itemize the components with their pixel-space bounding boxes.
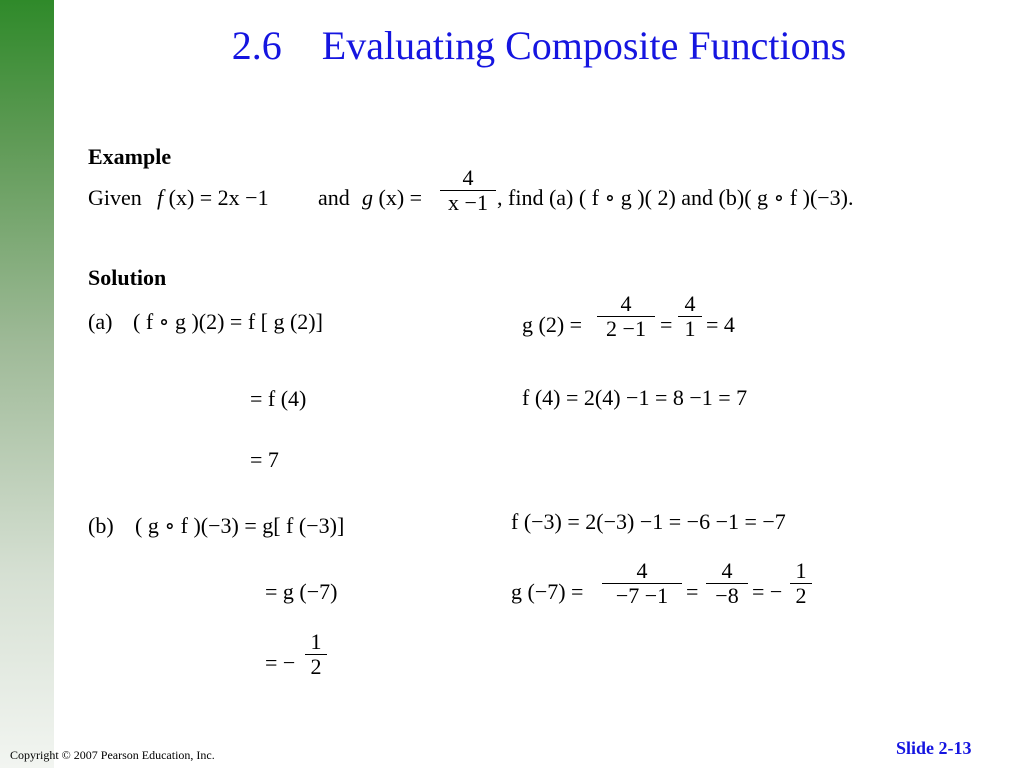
slide-number: Slide 2-13 — [896, 738, 972, 758]
fraction-numerator: 4 — [684, 291, 696, 316]
part-b-work1: f (−3) = 2(−3) −1 = −6 −1 = −7 — [511, 509, 786, 534]
g-definition-text: (x) = — [373, 185, 423, 210]
part-b-work2-equals2: = − — [752, 579, 783, 604]
part-b-work2-equals1: = — [686, 579, 699, 604]
g-fraction-denominator: x −1 — [448, 190, 488, 215]
part-a-work1-lhs: g (2) = — [522, 312, 583, 337]
fraction-denominator: −7 −1 — [615, 583, 669, 608]
fraction-numerator: 1 — [795, 558, 807, 583]
part-b-work2-fraction2 — [706, 559, 748, 608]
g-definition — [362, 186, 422, 210]
solution-heading: Solution — [88, 265, 167, 290]
f-symbol: f — [157, 185, 164, 210]
part-a-line1: ( f ∘ g )(2) = f [ g (2)] — [133, 309, 323, 334]
fraction-denominator: 1 — [684, 316, 696, 341]
part-b-line1: ( g ∘ f )(−3) = g[ f (−3)] — [135, 513, 345, 538]
part-b-work2-fraction1 — [602, 559, 682, 608]
copyright-text: Copyright © 2007 Pearson Education, Inc. — [10, 748, 215, 762]
part-a-work2: f (4) = 2(4) −1 = 8 −1 = 7 — [522, 385, 748, 410]
g-fraction — [440, 166, 496, 215]
slide-title: 2.6 Evaluating Composite Functions — [231, 23, 847, 68]
part-b-line3-prefix: = − — [265, 650, 296, 675]
part-b-line3-fraction — [305, 630, 327, 679]
fraction-denominator: 2 −1 — [606, 316, 646, 341]
fraction-numerator: 4 — [721, 558, 733, 583]
part-a-work1-result: = 4 — [706, 312, 735, 337]
part-b-work2-fraction3 — [790, 559, 812, 608]
fraction-numerator: 4 — [636, 558, 648, 583]
part-a-work1-fraction1 — [597, 292, 655, 341]
fraction-denominator: −8 — [715, 583, 739, 608]
part-a-label: (a) — [88, 309, 113, 334]
part-b-label: (b) — [88, 513, 114, 538]
part-a-work1-equals: = — [660, 312, 673, 337]
part-a-line3: = 7 — [250, 447, 279, 472]
part-a-work1-fraction2 — [678, 292, 702, 341]
fraction-denominator: 2 — [795, 583, 807, 608]
f-definition-text: (x) = 2x −1 — [163, 185, 269, 210]
part-a-line2: = f (4) — [250, 386, 307, 411]
part-b-line2: = g (−7) — [265, 579, 338, 604]
f-definition — [157, 186, 269, 210]
part-b-work2-lhs: g (−7) = — [511, 579, 584, 604]
fraction-numerator: 1 — [310, 629, 322, 654]
and-label: and — [318, 185, 350, 210]
g-fraction-numerator: 4 — [462, 165, 474, 190]
fraction-denominator: 2 — [310, 654, 322, 679]
example-heading: Example — [88, 144, 172, 169]
fraction-numerator: 4 — [620, 291, 632, 316]
g-symbol: g — [362, 185, 373, 210]
side-decoration-bar — [0, 0, 54, 768]
find-text: , find (a) ( f ∘ g )( 2) and (b)( g ∘ f )(−3). — [497, 185, 854, 210]
given-label: Given — [88, 185, 142, 210]
